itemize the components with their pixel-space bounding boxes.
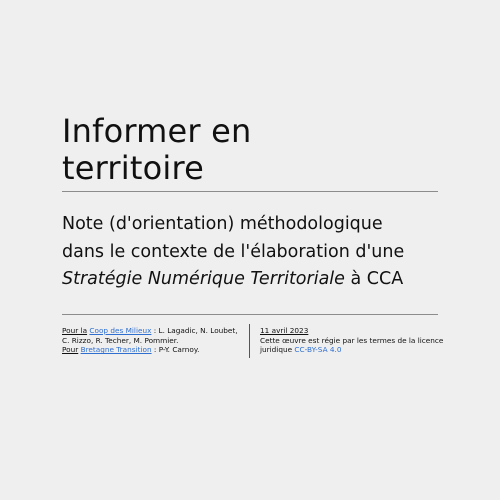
credits-authors-3: : P-Y. Carnoy. [151,345,200,355]
title-line-1: Informer en [62,112,252,150]
credits-authors-1: : L. Lagadic, N. Loubet, [151,326,238,335]
subtitle-line-3-rest: à CCA [344,269,404,289]
coop-des-milieux-link[interactable]: Coop des Milieux [89,326,152,335]
bottom-divider [62,314,438,315]
meta-block [260,326,444,355]
top-divider [62,191,438,192]
subtitle-italic-strategy: Stratégie Numérique Territoriale [62,269,345,289]
subtitle-line-1: Note (d'orientation) méthodologique [62,214,383,234]
credits-line-2: C. Rizzo, R. Techer, M. Pommier. [62,335,179,345]
credits-line-3 [62,345,244,355]
credits-line-1 [62,326,244,336]
publication-date: 11 avril 2023 [260,326,309,335]
credits-block [62,326,244,355]
subtitle-line-2: dans le contexte de l'élaboration d'une [62,241,405,262]
document-title [62,113,252,187]
bretagne-transition-link[interactable]: Bretagne Transition [80,345,152,355]
document-subtitle [62,211,462,294]
credits-pour: Pour [62,345,79,355]
license-line-2 [260,345,440,355]
license-link[interactable]: CC-BY-SA 4.0 [294,345,342,355]
subtitle-line-3 [62,266,462,294]
license-prefix: juridique [260,345,295,355]
license-line-1: Cette œuvre est régie par les termes de la licence [260,335,444,345]
credits-pour-la: Pour la [62,326,88,335]
title-line-2: territoire [62,149,205,187]
vertical-divider [249,324,250,358]
